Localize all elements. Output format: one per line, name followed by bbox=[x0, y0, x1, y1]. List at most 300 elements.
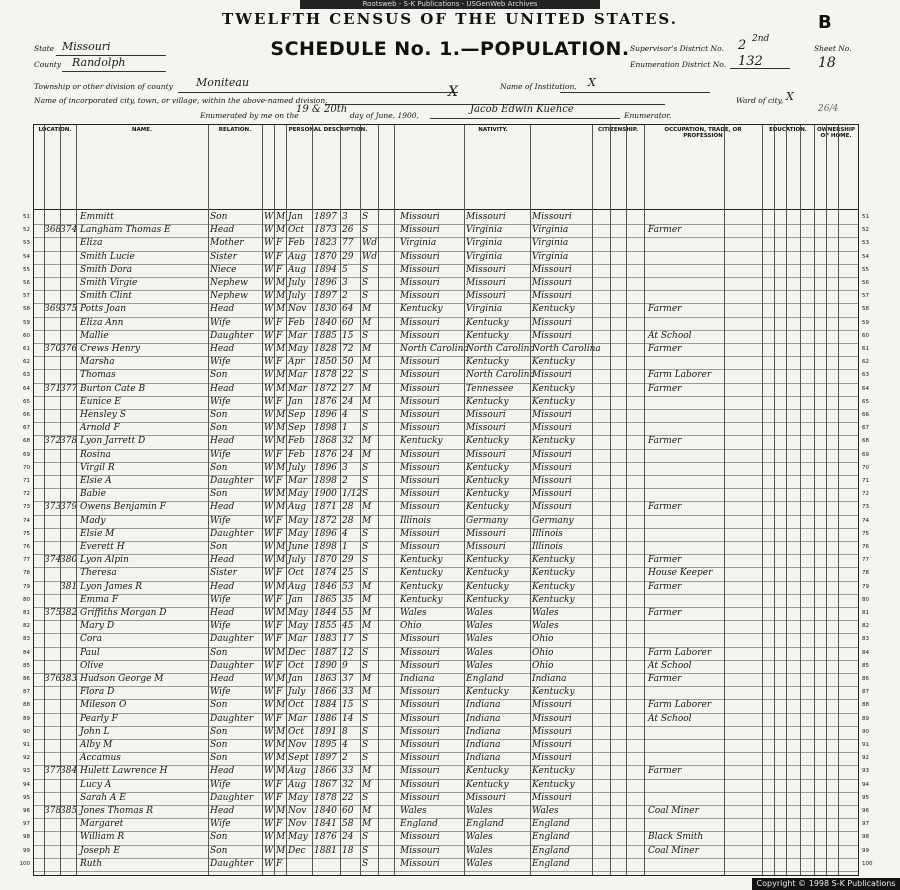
cell-name: Eliza Ann bbox=[80, 317, 124, 328]
cell-p1: Wales bbox=[400, 806, 427, 816]
cell-p1: Missouri bbox=[400, 357, 440, 368]
cell-p2: Virginia bbox=[466, 251, 503, 262]
cell-sex: F bbox=[276, 687, 283, 698]
cell-race: W bbox=[264, 264, 274, 275]
cell-sex: M bbox=[276, 423, 286, 434]
cell-ms: M bbox=[362, 687, 372, 698]
cell-race: W bbox=[264, 251, 274, 262]
cell-name: Lyon James R bbox=[80, 581, 143, 592]
cell-race: W bbox=[264, 383, 274, 394]
cell-year: 1878 bbox=[314, 370, 337, 381]
cell-rel: Wife bbox=[210, 621, 231, 632]
cell-year: 1876 bbox=[314, 449, 337, 460]
cell-age: 5 bbox=[342, 264, 348, 275]
sheet-no-label: Sheet No. bbox=[814, 44, 852, 53]
cell-sex: F bbox=[276, 357, 283, 368]
cell-rel: Son bbox=[210, 726, 228, 737]
cell-name: Emmitt bbox=[80, 212, 114, 222]
archive-banner: Rootsweb - S-K Publications - USGenWeb Archives bbox=[300, 0, 600, 9]
cell-name: Mady bbox=[80, 515, 106, 526]
cell-occ: Farmer bbox=[648, 608, 682, 618]
line-number-right: 87 bbox=[862, 689, 869, 696]
cell-dw: 370 bbox=[44, 344, 62, 354]
cell-name: Olive bbox=[80, 660, 104, 671]
cell-age: 72 bbox=[342, 344, 354, 354]
cell-age: 9 bbox=[342, 660, 348, 671]
cell-sex: M bbox=[276, 304, 286, 315]
cell-age: 35 bbox=[342, 594, 354, 605]
cell-p1: Missouri bbox=[400, 713, 440, 724]
line-number-right: 52 bbox=[862, 227, 869, 234]
cell-sex: F bbox=[276, 317, 283, 328]
cell-ms: S bbox=[362, 753, 369, 764]
cell-fam: 379 bbox=[60, 502, 78, 513]
cell-rel: Daughter bbox=[210, 858, 254, 869]
township-label: Township or other division of county bbox=[34, 82, 173, 91]
cell-race: W bbox=[264, 357, 274, 368]
line-number-right: 73 bbox=[862, 504, 869, 511]
line-number: 95 bbox=[23, 794, 30, 801]
cell-ms: S bbox=[362, 555, 369, 566]
cell-p2: Virginia bbox=[466, 304, 503, 315]
cell-age: 33 bbox=[342, 766, 354, 777]
cell-year: 1866 bbox=[314, 687, 337, 698]
cell-name: Burton Cate B bbox=[80, 383, 146, 394]
cell-race: W bbox=[264, 792, 274, 803]
cell-dw: 377 bbox=[44, 766, 62, 777]
cell-p1: Missouri bbox=[400, 476, 440, 486]
header-citizenship: CITIZENSHIP. bbox=[592, 125, 645, 209]
cell-p3: Missouri bbox=[532, 740, 572, 750]
sheet-letter: B bbox=[818, 12, 832, 33]
cell-p3: Missouri bbox=[532, 410, 572, 420]
cell-race: W bbox=[264, 753, 274, 764]
cell-ms: S bbox=[362, 832, 369, 843]
line-number-right: 63 bbox=[862, 372, 869, 379]
cell-p1: Missouri bbox=[400, 832, 440, 843]
cell-age: 14 bbox=[342, 713, 354, 724]
cell-p3: Missouri bbox=[532, 476, 572, 486]
cell-fam: 382 bbox=[60, 608, 78, 618]
census-title: TWELFTH CENSUS OF THE UNITED STATES. bbox=[222, 10, 678, 28]
cell-race: W bbox=[264, 304, 274, 315]
cell-p3: Wales bbox=[532, 621, 559, 632]
cell-p1: Missouri bbox=[400, 687, 440, 698]
cell-rel: Wife bbox=[210, 515, 231, 526]
line-number-right: 58 bbox=[862, 306, 869, 313]
cell-age: 1 bbox=[342, 423, 348, 434]
line-number: 59 bbox=[23, 319, 30, 326]
cell-name: Emma F bbox=[80, 594, 119, 605]
cell-sex: F bbox=[276, 476, 283, 486]
column-divider bbox=[312, 125, 313, 875]
cell-age: 2 bbox=[342, 291, 348, 302]
cell-p1: Missouri bbox=[400, 317, 440, 328]
cell-year: 1890 bbox=[314, 660, 337, 671]
cell-month: Mar bbox=[288, 370, 307, 381]
cell-ms: M bbox=[362, 806, 372, 816]
cell-p1: Missouri bbox=[400, 858, 440, 869]
copyright-notice: Copyright © 1998 S-K Publications bbox=[752, 878, 900, 890]
cell-year: 1896 bbox=[314, 462, 337, 473]
line-number-right: 51 bbox=[862, 214, 869, 220]
line-number: 84 bbox=[23, 649, 30, 656]
cell-year: 1873 bbox=[314, 225, 337, 236]
cell-sex: M bbox=[276, 542, 286, 552]
line-number-right: 94 bbox=[862, 781, 869, 788]
cell-p2: Kentucky bbox=[466, 476, 509, 486]
line-number: 70 bbox=[23, 464, 30, 471]
line-number: 54 bbox=[23, 253, 30, 260]
cell-ms: S bbox=[362, 264, 369, 275]
cell-year: 1876 bbox=[314, 396, 337, 407]
cell-fam: 377 bbox=[60, 383, 78, 394]
cell-fam: 375 bbox=[60, 304, 78, 315]
line-number: 89 bbox=[23, 715, 30, 722]
cell-p2: Missouri bbox=[466, 449, 506, 460]
line-number-right: 69 bbox=[862, 451, 869, 458]
header-personal: PERSONAL DESCRIPTION. bbox=[262, 125, 395, 209]
line-number: 82 bbox=[23, 623, 30, 630]
cell-ms: S bbox=[362, 330, 369, 341]
cell-p3: Missouri bbox=[532, 291, 572, 302]
cell-rel: Son bbox=[210, 212, 228, 222]
cell-year: 1900 bbox=[314, 489, 337, 500]
cell-rel: Head bbox=[210, 581, 235, 592]
column-divider bbox=[262, 125, 263, 875]
cell-sex: M bbox=[276, 436, 286, 447]
cell-p2: Indiana bbox=[466, 700, 501, 711]
cell-year: 1884 bbox=[314, 700, 337, 711]
cell-sex: M bbox=[276, 370, 286, 381]
cell-race: W bbox=[264, 581, 274, 592]
cell-dw: 376 bbox=[44, 674, 62, 684]
line-number-right: 76 bbox=[862, 544, 869, 550]
cell-month: May bbox=[288, 528, 308, 539]
cell-p1: Missouri bbox=[400, 251, 440, 262]
cell-p3: Kentucky bbox=[532, 568, 575, 579]
cell-rel: Head bbox=[210, 555, 235, 566]
cell-year: 1840 bbox=[314, 317, 337, 328]
cell-p3: Kentucky bbox=[532, 304, 575, 315]
enumerator-label: Enumerator. bbox=[624, 111, 672, 120]
cell-dw: 375 bbox=[44, 608, 62, 618]
cell-p2: North Carolina bbox=[466, 370, 535, 381]
cell-p3: Kentucky bbox=[532, 396, 575, 407]
line-number-right: 82 bbox=[862, 623, 869, 630]
cell-month: Nov bbox=[288, 740, 307, 750]
line-number-right: 93 bbox=[862, 768, 869, 775]
cell-name: William R bbox=[80, 832, 125, 843]
line-number: 51 bbox=[23, 214, 30, 220]
cell-race: W bbox=[264, 502, 274, 513]
cell-year: 1897 bbox=[314, 212, 337, 222]
cell-sex: M bbox=[276, 608, 286, 618]
cell-p3: Kentucky bbox=[532, 687, 575, 698]
cell-rel: Daughter bbox=[210, 792, 254, 803]
cell-ms: M bbox=[362, 766, 372, 777]
cell-year: 1872 bbox=[314, 515, 337, 526]
line-number: 67 bbox=[23, 425, 30, 432]
cell-p2: North Carolina bbox=[466, 344, 535, 354]
line-number: 76 bbox=[23, 544, 30, 550]
cell-rel: Head bbox=[210, 766, 235, 777]
cell-ms: M bbox=[362, 304, 372, 315]
cell-month: July bbox=[288, 687, 306, 698]
cell-p2: Wales bbox=[466, 832, 493, 843]
cell-p3: England bbox=[532, 819, 570, 830]
line-number: 52 bbox=[23, 227, 30, 234]
cell-name: Mallie bbox=[80, 330, 109, 341]
cell-age: 55 bbox=[342, 608, 354, 618]
cell-age: 2 bbox=[342, 476, 348, 486]
column-divider bbox=[762, 125, 763, 875]
column-divider bbox=[838, 125, 839, 875]
line-number: 92 bbox=[23, 755, 30, 762]
cell-occ: Black Smith bbox=[648, 832, 704, 843]
population-table bbox=[19, 124, 873, 876]
cell-ms: S bbox=[362, 647, 369, 658]
cell-race: W bbox=[264, 726, 274, 737]
cell-p3: Wales bbox=[532, 608, 559, 618]
cell-rel: Son bbox=[210, 489, 228, 500]
cell-race: W bbox=[264, 568, 274, 579]
cell-ms: M bbox=[362, 594, 372, 605]
cell-occ: Farm Laborer bbox=[648, 700, 712, 711]
cell-p3: Virginia bbox=[532, 225, 569, 236]
cell-p1: Kentucky bbox=[400, 304, 443, 315]
line-number: 78 bbox=[23, 570, 30, 577]
cell-race: W bbox=[264, 515, 274, 526]
cell-name: Margaret bbox=[80, 819, 124, 830]
cell-occ: At School bbox=[648, 713, 692, 724]
cell-age: 45 bbox=[342, 621, 354, 632]
cell-month: Aug bbox=[288, 581, 307, 592]
cell-month: July bbox=[288, 555, 306, 566]
cell-rel: Daughter bbox=[210, 528, 254, 539]
cell-p3: Missouri bbox=[532, 700, 572, 711]
cell-age: 24 bbox=[342, 396, 354, 407]
cell-race: W bbox=[264, 713, 274, 724]
cell-ms: Wd bbox=[362, 238, 378, 249]
cell-sex: F bbox=[276, 621, 283, 632]
cell-occ: Coal Miner bbox=[648, 806, 699, 816]
line-number-right: 100 bbox=[862, 860, 873, 867]
cell-p1: Missouri bbox=[400, 225, 440, 236]
cell-p1: Missouri bbox=[400, 489, 440, 500]
cell-age: 24 bbox=[342, 832, 354, 843]
cell-p2: Missouri bbox=[466, 264, 506, 275]
line-number-right: 74 bbox=[862, 517, 869, 524]
cell-ms: S bbox=[362, 278, 369, 288]
cell-rel: Wife bbox=[210, 449, 231, 460]
cell-p3: Missouri bbox=[532, 370, 572, 381]
cell-year: 1828 bbox=[314, 344, 337, 354]
line-number: 88 bbox=[23, 702, 30, 709]
cell-rel: Son bbox=[210, 647, 228, 658]
cell-race: W bbox=[264, 528, 274, 539]
row-rule bbox=[34, 871, 858, 872]
line-number-right: 79 bbox=[862, 583, 869, 590]
cell-p3: Indiana bbox=[532, 674, 567, 684]
cell-p2: Tennessee bbox=[466, 383, 514, 394]
cell-race: W bbox=[264, 687, 274, 698]
line-number: 77 bbox=[23, 557, 30, 564]
column-divider bbox=[76, 125, 77, 875]
cell-p2: Virginia bbox=[466, 238, 503, 249]
cell-p3: Missouri bbox=[532, 726, 572, 737]
cell-p1: Missouri bbox=[400, 410, 440, 420]
header-name: NAME. bbox=[76, 125, 209, 209]
cell-ms: S bbox=[362, 845, 369, 856]
column-divider bbox=[274, 125, 275, 875]
cell-p2: Missouri bbox=[466, 542, 506, 552]
cell-age: 50 bbox=[342, 357, 354, 368]
cell-p2: Kentucky bbox=[466, 766, 509, 777]
cell-p1: Missouri bbox=[400, 726, 440, 737]
cell-p3: Ohio bbox=[532, 647, 554, 658]
cell-dw: 374 bbox=[44, 555, 62, 566]
cell-rel: Head bbox=[210, 304, 235, 315]
cell-ms: M bbox=[362, 608, 372, 618]
cell-p3: Kentucky bbox=[532, 436, 575, 447]
cell-race: W bbox=[264, 858, 274, 869]
line-number-right: 60 bbox=[862, 332, 869, 339]
line-number-right: 97 bbox=[862, 821, 869, 828]
line-number: 83 bbox=[23, 636, 30, 643]
cell-p3: Wales bbox=[532, 806, 559, 816]
cell-race: W bbox=[264, 819, 274, 830]
line-number-right: 71 bbox=[862, 478, 869, 484]
cell-age: 22 bbox=[342, 370, 354, 381]
cell-p2: Wales bbox=[466, 845, 493, 856]
cell-p1: Ohio bbox=[400, 621, 422, 632]
cell-ms: S bbox=[362, 660, 369, 671]
cell-p3: Missouri bbox=[532, 330, 572, 341]
line-number: 56 bbox=[23, 280, 30, 286]
cell-name: Lyon Alpin bbox=[80, 555, 129, 566]
table-header bbox=[34, 125, 858, 210]
cell-p3: Missouri bbox=[532, 489, 572, 500]
cell-age: 4 bbox=[342, 528, 348, 539]
cell-race: W bbox=[264, 700, 274, 711]
enumerated-label: Enumerated by me on the bbox=[200, 111, 299, 120]
cell-month: Feb bbox=[288, 436, 305, 447]
township-value: Moniteau bbox=[196, 76, 250, 89]
line-number-right: 92 bbox=[862, 755, 869, 762]
cell-p2: Kentucky bbox=[466, 594, 509, 605]
cell-p2: Kentucky bbox=[466, 317, 509, 328]
cell-rel: Son bbox=[210, 423, 228, 434]
supervisor-label: Supervisor's District No. bbox=[630, 44, 724, 53]
cell-race: W bbox=[264, 621, 274, 632]
cell-p3: Kentucky bbox=[532, 555, 575, 566]
cell-p2: Missouri bbox=[466, 792, 506, 803]
cell-race: W bbox=[264, 291, 274, 302]
cell-month: Oct bbox=[288, 568, 305, 579]
cell-p2: Wales bbox=[466, 806, 493, 816]
cell-year: 1881 bbox=[314, 845, 337, 856]
cell-race: W bbox=[264, 647, 274, 658]
cell-sex: M bbox=[276, 766, 286, 777]
cell-p1: Wales bbox=[400, 608, 427, 618]
cell-name: Sarah A E bbox=[80, 792, 126, 803]
cell-ms: M bbox=[362, 344, 372, 354]
cell-month: May bbox=[288, 621, 308, 632]
cell-name: Pearly F bbox=[80, 713, 118, 724]
cell-month: Oct bbox=[288, 726, 305, 737]
line-number: 57 bbox=[23, 293, 30, 300]
line-number: 62 bbox=[23, 359, 30, 366]
cell-rel: Wife bbox=[210, 357, 231, 368]
cell-age: 32 bbox=[342, 779, 354, 790]
line-number-right: 85 bbox=[862, 662, 869, 669]
cell-sex: M bbox=[276, 647, 286, 658]
line-number-right: 95 bbox=[862, 794, 869, 801]
cell-year: 1846 bbox=[314, 581, 337, 592]
line-number-right: 68 bbox=[862, 438, 869, 445]
cell-rel: Head bbox=[210, 502, 235, 513]
cell-rel: Nephew bbox=[210, 291, 248, 302]
column-divider bbox=[774, 125, 775, 875]
cell-p2: Missouri bbox=[466, 212, 506, 222]
cell-month: Oct bbox=[288, 660, 305, 671]
enumerated-month: day of June, 1900, bbox=[350, 111, 419, 120]
cell-race: W bbox=[264, 660, 274, 671]
cell-month: Sep bbox=[288, 410, 306, 420]
cell-name: Smith Lucie bbox=[80, 251, 135, 262]
cell-fam: 384 bbox=[60, 766, 78, 777]
cell-age: 15 bbox=[342, 330, 354, 341]
cell-occ: Farmer bbox=[648, 502, 682, 513]
cell-rel: Son bbox=[210, 370, 228, 381]
cell-occ: Farmer bbox=[648, 581, 682, 592]
cell-ms: S bbox=[362, 858, 369, 869]
line-number: 97 bbox=[23, 821, 30, 828]
cell-sex: F bbox=[276, 396, 283, 407]
cell-race: W bbox=[264, 845, 274, 856]
cell-p2: Kentucky bbox=[466, 436, 509, 447]
header-nativity: NATIVITY. bbox=[394, 125, 593, 209]
cell-month: Jan bbox=[288, 594, 303, 605]
cell-p1: Missouri bbox=[400, 502, 440, 513]
sheet-no-value: 18 bbox=[818, 55, 836, 71]
cell-p1: Missouri bbox=[400, 779, 440, 790]
cell-p1: Kentucky bbox=[400, 555, 443, 566]
cell-month: Dec bbox=[288, 845, 306, 856]
cell-p1: Missouri bbox=[400, 700, 440, 711]
cell-year: 1867 bbox=[314, 779, 337, 790]
cell-month: Jan bbox=[288, 212, 303, 222]
cell-p2: Kentucky bbox=[466, 462, 509, 473]
line-number-right: 57 bbox=[862, 293, 869, 300]
cell-p3: England bbox=[532, 845, 570, 856]
column-divider bbox=[208, 125, 209, 875]
cell-p1: Kentucky bbox=[400, 568, 443, 579]
cell-p2: Missouri bbox=[466, 423, 506, 434]
cell-month: May bbox=[288, 832, 308, 843]
line-number-right: 78 bbox=[862, 570, 869, 577]
cell-month: May bbox=[288, 344, 308, 354]
line-number-right: 66 bbox=[862, 412, 869, 418]
line-number-right: 84 bbox=[862, 649, 869, 656]
cell-ms: S bbox=[362, 634, 369, 645]
cell-race: W bbox=[264, 476, 274, 486]
cell-p3: Missouri bbox=[532, 502, 572, 513]
cell-p1: Kentucky bbox=[400, 594, 443, 605]
cell-name: Lyon Jarrett D bbox=[80, 436, 146, 447]
cell-p3: Kentucky bbox=[532, 766, 575, 777]
